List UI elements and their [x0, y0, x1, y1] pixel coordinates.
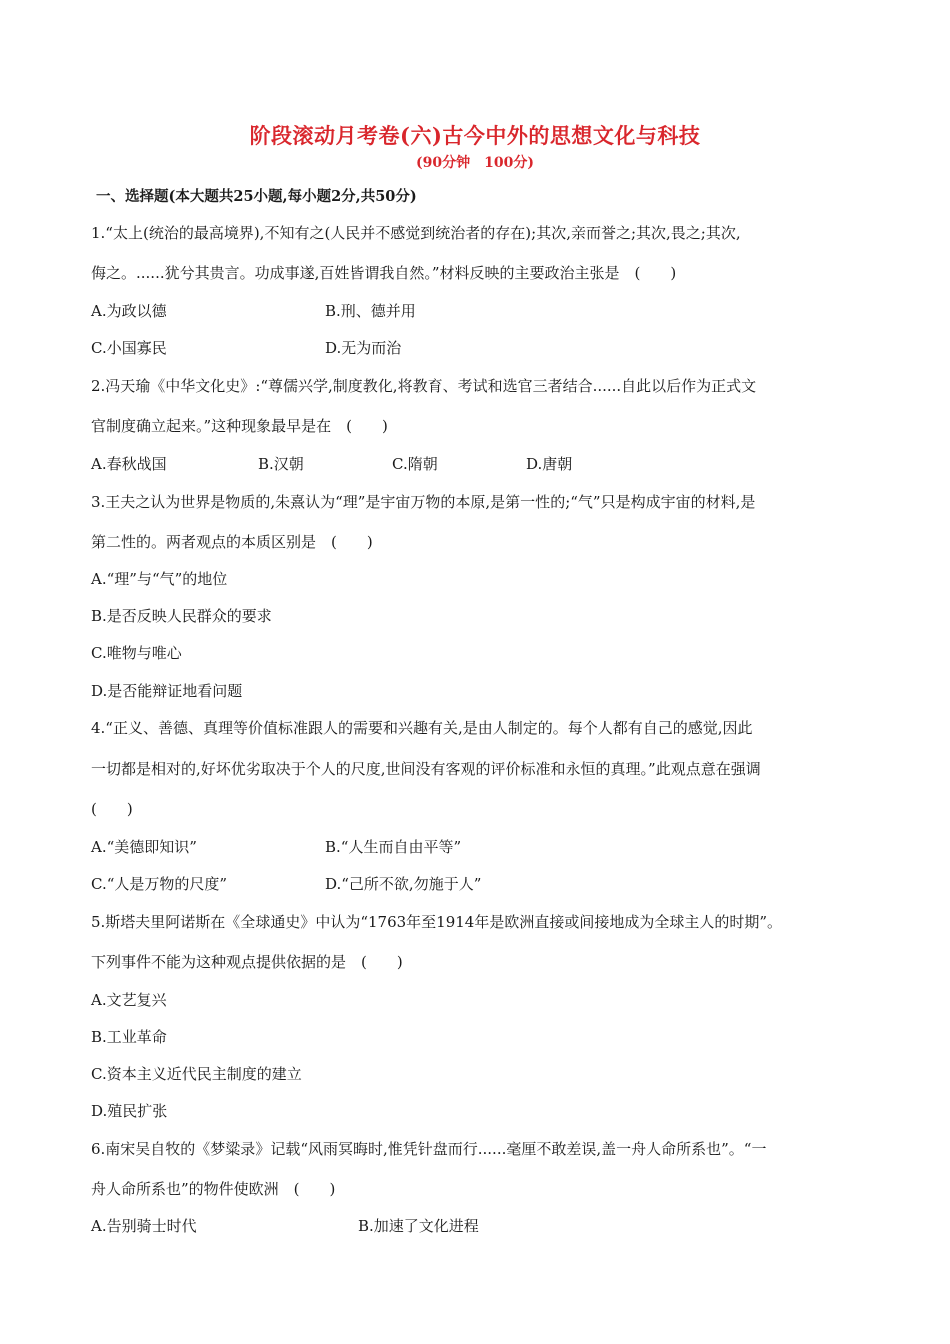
question-5-line-1: 5.斯塔夫里阿诺斯在《全球通史》中认为“1763年至1914年是欧洲直接或间接地成为全球主人的时期”。	[91, 913, 783, 931]
question-1-option-a: A.为政以德	[91, 302, 167, 320]
question-6-line-1: 6.南宋吴自牧的《梦粱录》记载“风雨冥晦时,惟凭针盘而行......毫厘不敢差误,盖一舟人命所系也”。“一	[91, 1140, 767, 1158]
question-2-option-c: C.隋朝	[392, 455, 438, 473]
question-2-option-a: A.春秋战国	[91, 455, 167, 473]
question-3-option-c: C.唯物与唯心	[91, 644, 182, 662]
question-5-option-d: D.殖民扩张	[91, 1102, 168, 1120]
question-1-line-1: 1.“太上(统治的最高境界),不知有之(人民并不感觉到统治者的存在);其次,亲而誉之;其次,畏之;其次,	[91, 224, 741, 242]
section-heading: 一、选择题(本大题共25小题,每小题2分,共50分)	[96, 188, 417, 205]
question-3-option-d: D.是否能辩证地看问题	[91, 682, 243, 700]
question-5-option-b: B.工业革命	[91, 1028, 167, 1046]
question-5-option-c: C.资本主义近代民主制度的建立	[91, 1065, 302, 1083]
question-6-option-b: B.加速了文化进程	[358, 1217, 479, 1235]
question-4-option-a: A.“美德即知识”	[91, 838, 197, 856]
question-2-line-2: 官制度确立起来。”这种现象最早是在 ( )	[91, 417, 388, 435]
question-3-option-a: A.“理”与“气”的地位	[91, 570, 228, 588]
page-subtitle: (90分钟 100分)	[416, 155, 534, 171]
question-1-option-c: C.小国寡民	[91, 339, 167, 357]
question-4-option-b: B.“人生而自由平等”	[325, 838, 462, 856]
question-6-option-a: A.告别骑士时代	[91, 1217, 197, 1235]
question-3-option-b: B.是否反映人民群众的要求	[91, 607, 272, 625]
question-2-line-1: 2.冯天瑜《中华文化史》:“尊儒兴学,制度教化,将教育、考试和选官三者结合......自此以后作为正式文	[91, 377, 757, 395]
question-1-option-d: D.无为而治	[325, 339, 402, 357]
question-4-option-d: D.“己所不欲,勿施于人”	[325, 875, 482, 893]
question-4-line-3: ( )	[91, 800, 133, 818]
question-5-option-a: A.文艺复兴	[91, 991, 167, 1009]
question-2-option-d: D.唐朝	[526, 455, 573, 473]
question-1-option-b: B.刑、德并用	[325, 302, 416, 320]
question-4-line-1: 4.“正义、善德、真理等价值标准跟人的需要和兴趣有关,是由人制定的。每个人都有自己的感觉,因此	[91, 719, 753, 737]
question-1-line-2: 侮之。......犹兮其贵言。功成事遂,百姓皆谓我自然。”材料反映的主要政治主张是 ( )	[91, 264, 677, 282]
question-4-line-2: 一切都是相对的,好坏优劣取决于个人的尺度,世间没有客观的评价标准和永恒的真理。”此观点意在强调	[91, 760, 761, 778]
question-3-line-2: 第二性的。两者观点的本质区别是 ( )	[91, 533, 373, 551]
question-3-line-1: 3.王夫之认为世界是物质的,朱熹认为“理”是宇宙万物的本原,是第一性的;“气”只是构成宇宙的材料,是	[91, 493, 756, 511]
question-2-option-b: B.汉朝	[258, 455, 304, 473]
page-title: 阶段滚动月考卷(六)古今中外的思想文化与科技	[249, 123, 701, 148]
question-5-line-2: 下列事件不能为这种观点提供依据的是 ( )	[91, 953, 403, 971]
question-4-option-c: C.“人是万物的尺度”	[91, 875, 228, 893]
question-6-line-2: 舟人命所系也”的物件使欧洲 ( )	[91, 1180, 336, 1198]
